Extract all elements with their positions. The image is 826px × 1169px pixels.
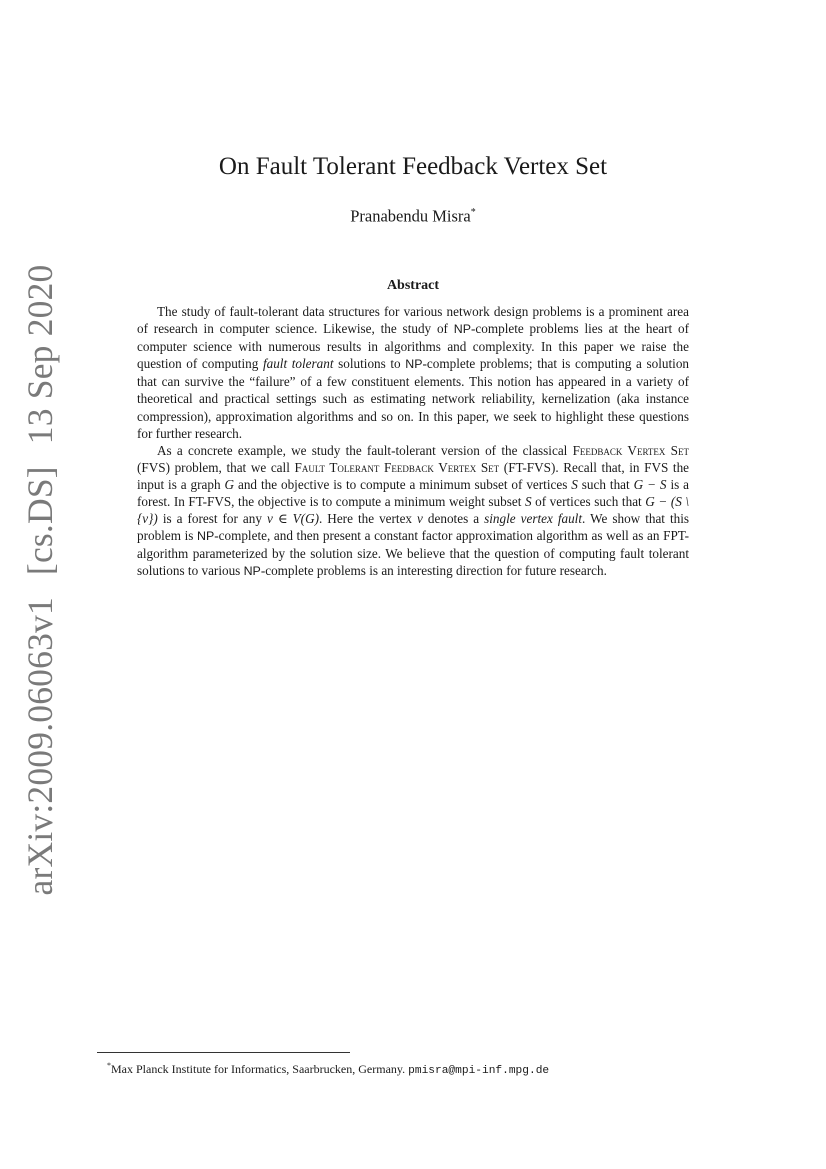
author-footnote-marker: *	[470, 207, 476, 218]
arxiv-category: [cs.DS]	[20, 466, 60, 576]
math-symbol: G	[224, 476, 235, 492]
np-class: NP	[197, 529, 215, 544]
math-expression: v ∈ V(G)	[266, 511, 319, 527]
arxiv-sidebar-stamp	[19, 265, 61, 896]
np-class: NP	[405, 357, 423, 372]
arxiv-id: arXiv:2009.06063v1	[20, 597, 60, 896]
author-email: pmisra@mpi-inf.mpg.de	[408, 1065, 550, 1077]
math-symbol: v	[417, 511, 423, 527]
math-expression: G − (S \ {v})	[137, 494, 690, 527]
author-line	[0, 202, 826, 228]
problem-name: Feedback Vertex Set	[572, 442, 689, 458]
abstract-body	[137, 303, 689, 581]
footnote-marker: *	[107, 1061, 111, 1070]
arxiv-date: 13 Sep 2020	[20, 264, 60, 445]
abstract-heading: Abstract	[386, 278, 440, 293]
footnote-affiliation: Max Planck Institute for Informatics, Saarbrucken, Germany.	[111, 1062, 406, 1076]
footnote	[107, 1058, 549, 1079]
math-symbol: S	[524, 494, 532, 510]
author-name: Pranabendu Misra	[350, 206, 471, 226]
paper-title: On Fault Tolerant Feedback Vertex Set	[218, 153, 608, 180]
abstract-paragraph-1: The study of fault-tolerant data structures for various network design problems is a prominent area of research in computer science. Likewise, the study of NP-complete problems lies at the heart of computer science with numerous results in algorithms and complexity. In this paper we raise the question of computing fault tolerant solutions to NP-complete problems; that is computing a solution that can survive the “failure” of a few constituent elements. This notion has appeared in a variety of theoretical and practical settings such as estimating network reliability, kernelization (aka instance compression), approximation algorithms and so on. In this paper, we seek to highlight these questions for further research.	[137, 304, 690, 441]
math-symbol: S	[571, 476, 578, 492]
emphasis: fault tolerant	[262, 356, 334, 372]
np-class: NP	[453, 322, 471, 337]
abstract-paragraph-2: As a concrete example, we study the fault-tolerant version of the classical Feedback Vertex Set (FVS) problem, that we call Fault Tolerant Feedback Vertex Set (FT-FVS). Recall that, in FVS the input is a graph G and the objective is to compute a minimum subset of vertices S such that G − S is a forest. In FT-FVS, the objective is to compute a minimum weight subset S of vertices such that G − (S \ {v}) is a forest for any v ∈ V(G). Here the vertex v denotes a single vertex fault. We show that this problem is NP-complete, and then present a constant factor approximation algorithm as well as an FPT-algorithm parameterized by the solution size. We believe that the question of computing fault tolerant solutions to various NP-complete problems is an interesting direction for future research.	[137, 442, 690, 579]
problem-name: Fault Tolerant Feedback Vertex Set	[294, 459, 500, 475]
np-class: NP	[243, 564, 261, 579]
math-expression: G − S	[633, 476, 667, 492]
footnote-divider	[97, 1052, 350, 1053]
emphasis: single vertex fault	[484, 511, 583, 527]
